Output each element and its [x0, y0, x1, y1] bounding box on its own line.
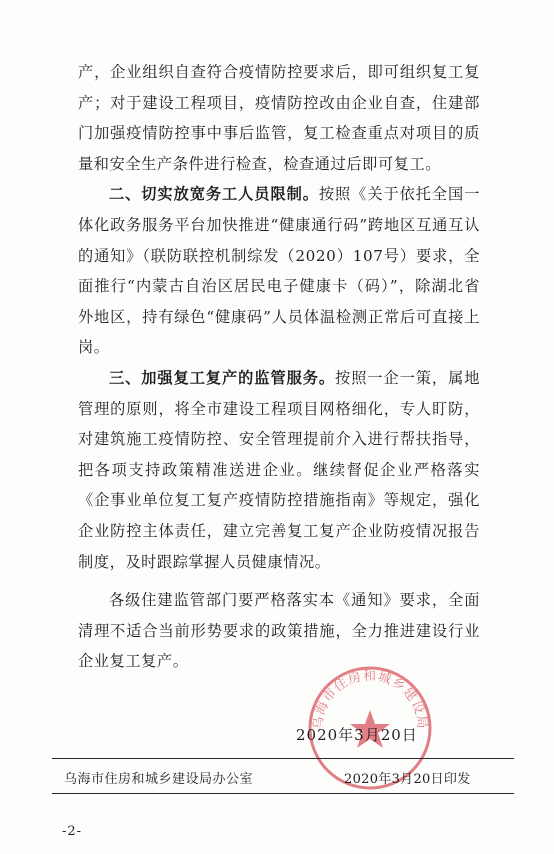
paragraph-2-text: 按照《关于依托全国一体化政务服务平台加快推进“健康通行码”跨地区互通互认的通知》（联防联控机制综发（2020）107号）要求，全面推行“内蒙古自治区居民电子健康卡（码）”，除湖北省外地区，持有绿色“健康码”人员体温检测正常后可直接上岗。 — [78, 185, 480, 357]
section-heading-3: 三、加强复工复产的监管服务。 — [109, 368, 336, 387]
body-text — [78, 57, 480, 677]
paragraph-1-text: 产，企业组织自查符合疫情防控要求后，即可组织复工复产；对于建设工程项目，疫情防控改由企业自查，住建部门加强疫情防控事中事后监管，复工检查重点对项目的质量和安全生产条件进行检查，检查通过后即可复工。 — [78, 63, 480, 173]
footer-print-date: 2020年3月20日印发 — [344, 772, 471, 787]
footer-issuer: 乌海市住房和城乡建设局办公室 — [64, 772, 254, 787]
page-number: -2- — [62, 824, 83, 839]
paragraph-4-text: 各级住建监管部门要严格落实本《通知》要求，全面清理不适合当前形势要求的政策措施，全力推进建设行业企业复工复产。 — [78, 591, 480, 671]
signature-date: 2020年3月20日 — [296, 726, 418, 744]
seal-text: 乌海市住房和城乡建设局 — [310, 669, 430, 731]
section-heading-2: 二、切实放宽务工人员限制。 — [109, 185, 319, 204]
paragraph-1 — [78, 57, 480, 179]
footer-bottom-rule — [52, 793, 514, 794]
footer-top-rule — [52, 758, 514, 759]
paragraph-3-text: 按照一企一策，属地管理的原则，将全市建设工程项目网格细化，专人盯防，对建筑施工疫情防控、安全管理提前介入进行帮扶指导，把各项支持政策精准送进企业。继续督促企业严格落实《企事业单位复工复产疫情防控措施指南》等规定，强化企业防控主体责任，建立完善复工复产企业防疫情况报告制度，及时跟踪掌握人员健康情况。 — [78, 368, 480, 571]
paragraph-3 — [78, 363, 480, 577]
paragraph-2 — [78, 179, 480, 363]
